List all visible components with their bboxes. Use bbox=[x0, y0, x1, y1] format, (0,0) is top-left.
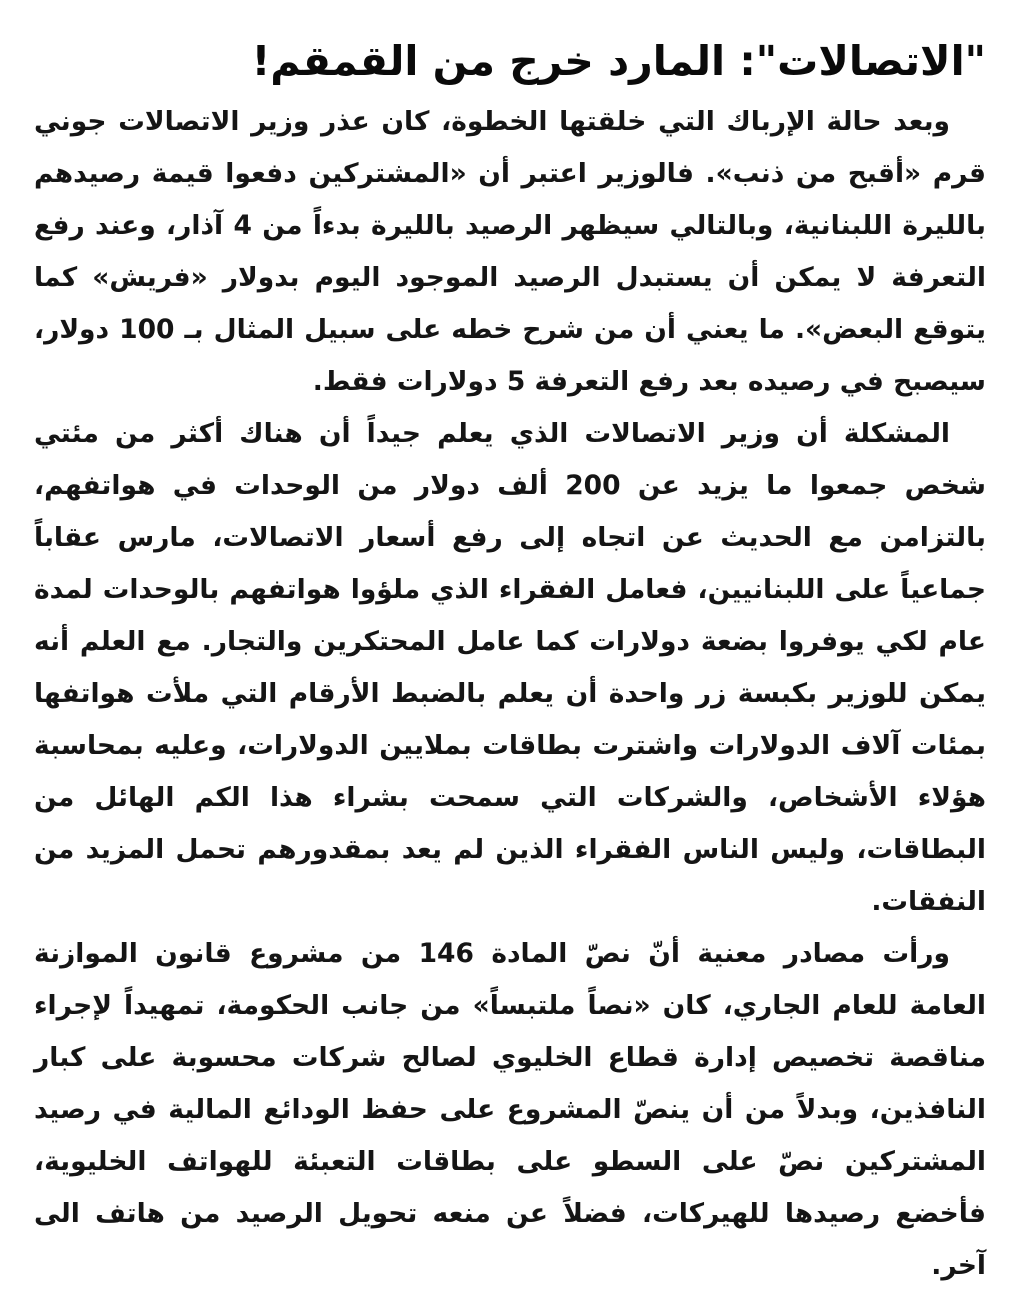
article-paragraph-1: وبعد حالة الإرباك التي خلقتها الخطوة، كان عذر وزير الاتصالات جوني قرم «أقبح من ذنب». فالوزير اعتبر أن «المشتركين دفعوا قيمة رصيدهم بالليرة اللبنانية، وبالتالي سيظهر الرصيد بالليرة بدءاً من 4 آذار، وعند رفع التعرفة لا يمكن أن يستبدل الرصيد الموجود اليوم بدولار «فريش» كما يتوقع البعض». ما يعني أن من شرح خطه على سبيل المثال بـ 100 دولار، سيصبح في رصيده بعد رفع التعرفة 5 دولارات فقط. bbox=[34, 106, 986, 397]
article-paragraph-2: المشكلة أن وزير الاتصالات الذي يعلم جيداً أن هناك أكثر من مئتي شخص جمعوا ما يزيد عن 200 ألف دولار من الوحدات في هواتفهم، بالتزامن مع الحديث عن اتجاه إلى رفع أسعار الاتصالات، مارس عقاباً جماعياً على اللبنانيين، فعامل الفقراء الذي ملؤوا هواتفهم بالوحدات لمدة عام لكي يوفروا بضعة دولارات كما عامل المحتكرين والتجار. مع العلم أنه يمكن للوزير بكبسة زر واحدة أن يعلم بالضبط الأرقام التي ملأت هواتفها بمئات آلاف الدولارات واشترت بطاقات بملايين الدولارات، وعليه بمحاسبة هؤلاء الأشخاص، والشركات التي سمحت بشراء هذا الكم الهائل من البطاقات، وليس الناس الفقراء الذين لم يعد بمقدورهم تحمل المزيد من النفقات. bbox=[34, 418, 986, 917]
article-headline: "الاتصالات": المارد خرج من القمقم! bbox=[251, 37, 986, 85]
article-paragraph-3: ورأت مصادر معنية أنّ نصّ المادة 146 من مشروع قانون الموازنة العامة للعام الجاري، كان «نصاً ملتبساً» من جانب الحكومة، تمهيداً لإجراء مناقصة تخصيص إدارة قطاع الخليوي لصالح شركات محسوبة على كبار النافذين، وبدلاً من أن ينصّ المشروع على حفظ الودائع المالية في رصيد المشتركين نصّ على السطو على بطاقات التعبئة للهواتف الخليوية، فأخضع رصيدها للهيركات، فضلاً عن منعه تحويل الرصيد من هاتف الى آخر. bbox=[34, 938, 986, 1281]
news-article bbox=[34, 30, 986, 1292]
